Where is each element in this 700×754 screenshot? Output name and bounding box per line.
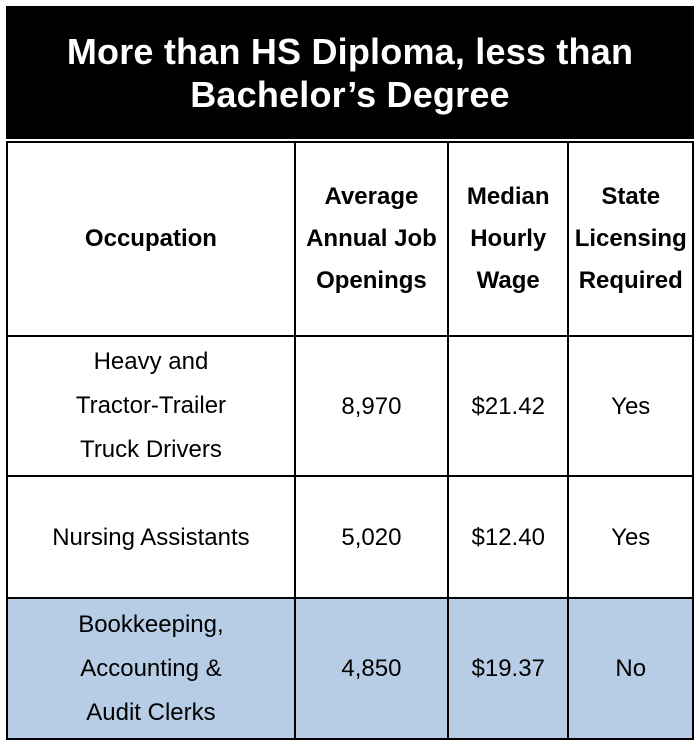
table-title: More than HS Diploma, less than Bachelor’s Degree: [66, 30, 634, 115]
table-row-highlighted: [7, 598, 693, 739]
header-occupation: Occupation: [7, 142, 295, 336]
cell-occupation: [7, 598, 295, 739]
occupation-text: Bookkeeping, Accounting & Audit Clerks: [78, 610, 224, 726]
occupation-table: [6, 141, 694, 740]
header-median-wage-label: Median Hourly Wage: [466, 183, 550, 294]
cell-state-licensing: Yes: [568, 476, 693, 598]
title-banner: [6, 6, 694, 139]
cell-median-wage: $19.37: [448, 598, 568, 739]
cell-occupation: Nursing Assistants: [7, 476, 295, 598]
cell-job-openings: 5,020: [295, 476, 448, 598]
header-job-openings: [295, 142, 448, 336]
occupation-text: Heavy and Tractor-Trailer Truck Drivers: [75, 348, 227, 463]
table-row: [7, 476, 693, 598]
cell-job-openings: 4,850: [295, 598, 448, 739]
header-job-openings-label: Average Annual Job Openings: [306, 183, 437, 294]
cell-occupation: [7, 336, 295, 476]
header-median-wage: [448, 142, 568, 336]
cell-median-wage: $21.42: [448, 336, 568, 476]
cell-state-licensing: No: [568, 598, 693, 739]
table-header-row: [7, 142, 693, 336]
cell-job-openings: 8,970: [295, 336, 448, 476]
cell-median-wage: $12.40: [448, 476, 568, 598]
cell-state-licensing: Yes: [568, 336, 693, 476]
header-state-licensing: State Licensing Required: [568, 142, 693, 336]
table-row: [7, 336, 693, 476]
